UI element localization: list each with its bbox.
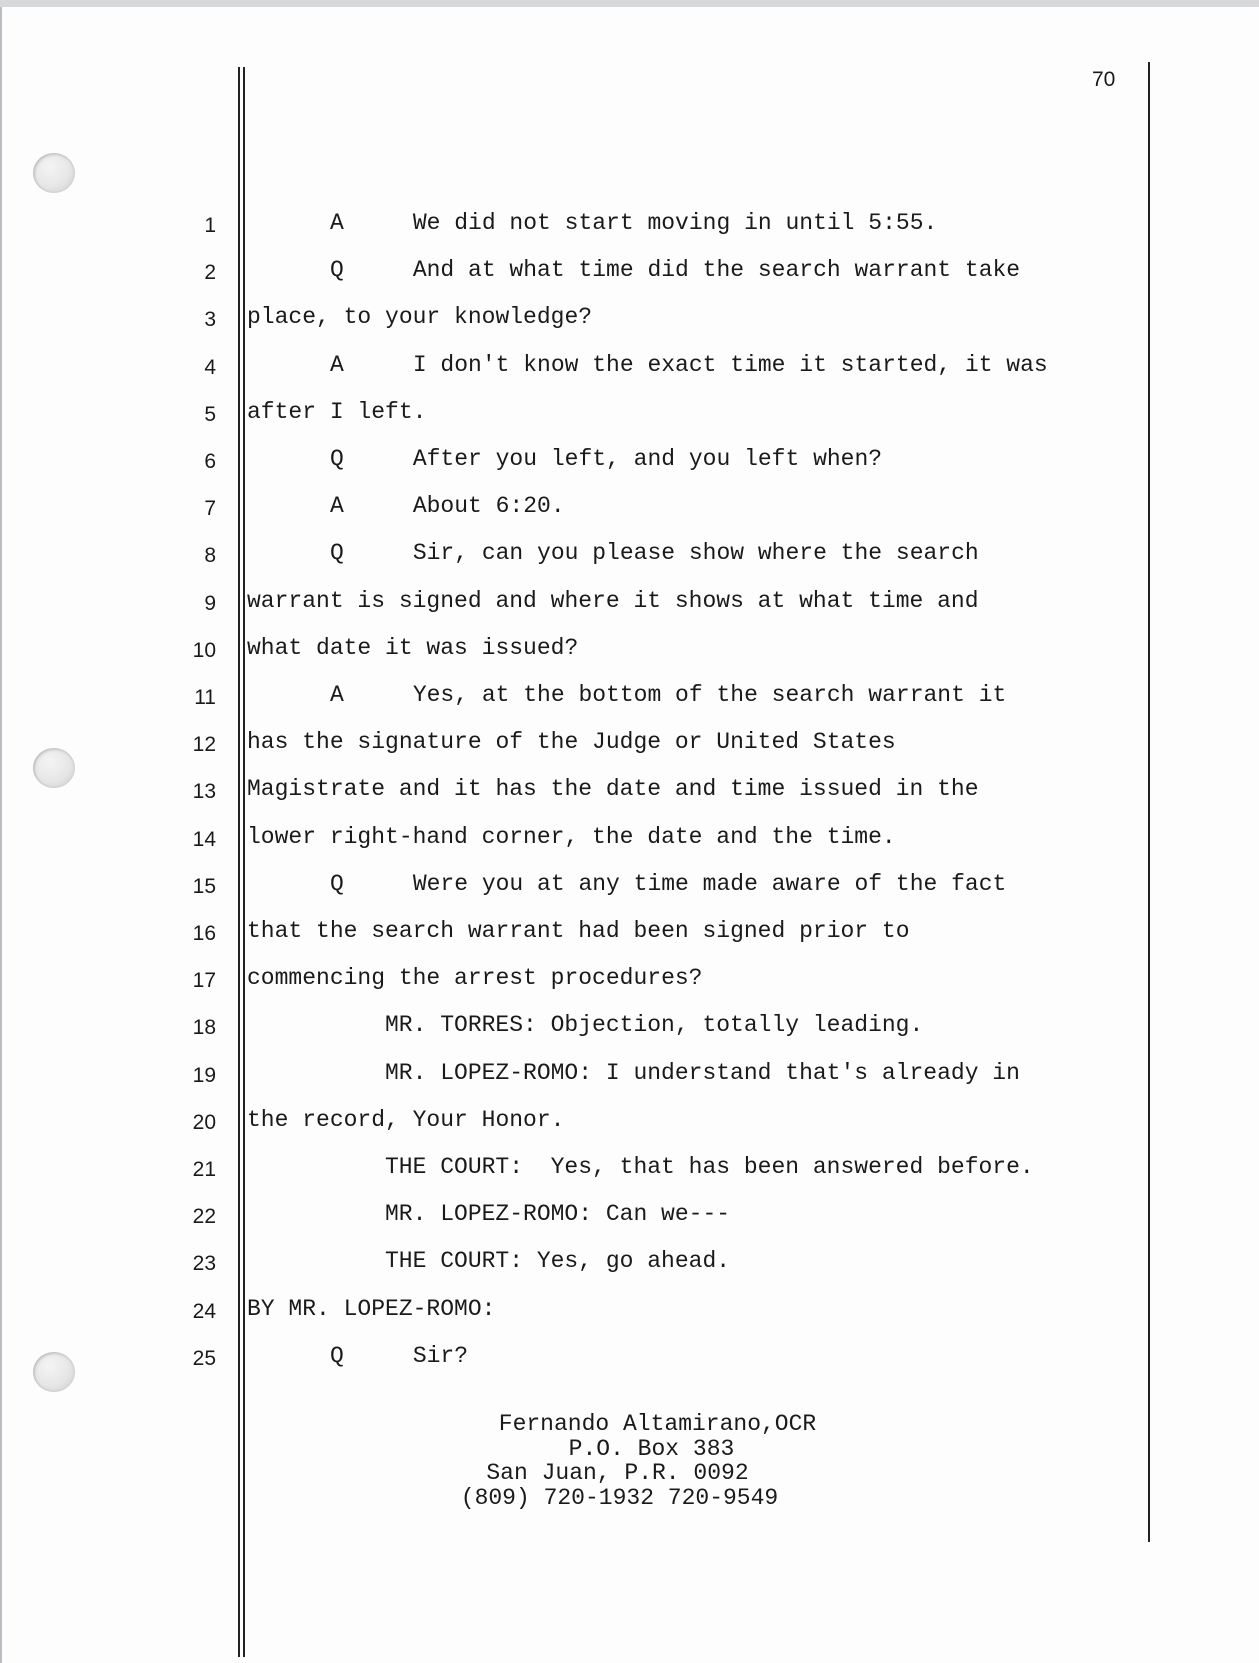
right-margin-rule xyxy=(1148,62,1150,1542)
line-number: 3 xyxy=(204,308,216,331)
transcript-line: A We did not start moving in until 5:55. xyxy=(330,210,938,236)
line-number: 15 xyxy=(192,875,216,898)
line-number: 9 xyxy=(204,592,216,615)
line-number: 5 xyxy=(204,403,216,426)
binder-hole-top xyxy=(33,153,75,193)
transcript-line: after I left. xyxy=(247,399,427,425)
transcript-line: A Yes, at the bottom of the search warrant it xyxy=(330,682,1007,708)
line-number: 7 xyxy=(204,497,216,520)
transcript-line: has the signature of the Judge or United States xyxy=(247,729,896,755)
line-number: 14 xyxy=(192,828,216,851)
line-number: 19 xyxy=(192,1064,216,1087)
line-number: 18 xyxy=(192,1016,216,1039)
line-number: 17 xyxy=(192,969,216,992)
line-number: 12 xyxy=(192,733,216,756)
transcript-line: the record, Your Honor. xyxy=(247,1107,565,1133)
transcript-line: warrant is signed and where it shows at what time and xyxy=(247,588,979,614)
reporter-city: San Juan, P.R. 0092 xyxy=(486,1460,749,1486)
line-number: 11 xyxy=(194,686,216,709)
transcript-line: Q Sir, can you please show where the search xyxy=(330,540,979,566)
line-number: 20 xyxy=(192,1111,216,1134)
transcript-line: that the search warrant had been signed prior to xyxy=(247,918,910,944)
transcript-line: Magistrate and it has the date and time issued in the xyxy=(247,776,979,802)
line-number: 23 xyxy=(192,1252,216,1275)
reporter-phone: (809) 720-1932 720-9549 xyxy=(460,1485,779,1511)
transcript-line: A About 6:20. xyxy=(330,493,565,519)
transcript-line: MR. TORRES: Objection, totally leading. xyxy=(385,1012,924,1038)
binder-hole-middle xyxy=(33,748,75,788)
transcript-line: THE COURT: Yes, go ahead. xyxy=(385,1248,731,1274)
binder-hole-bottom xyxy=(33,1352,75,1392)
transcript-line: Q After you left, and you left when? xyxy=(330,446,883,472)
transcript-line: commencing the arrest procedures? xyxy=(247,965,703,991)
transcript-page xyxy=(0,7,1259,1663)
line-number: 6 xyxy=(204,450,216,473)
line-number: 24 xyxy=(192,1300,216,1323)
transcript-line: Q And at what time did the search warrant take xyxy=(330,257,1021,283)
line-number: 1 xyxy=(204,214,216,237)
transcript-line: lower right-hand corner, the date and the time. xyxy=(247,824,896,850)
transcript-line: MR. LOPEZ-ROMO: Can we--- xyxy=(385,1201,731,1227)
line-number: 21 xyxy=(192,1158,216,1181)
line-number: 13 xyxy=(192,780,216,803)
transcript-line: A I don't know the exact time it started, it was xyxy=(330,352,1048,378)
transcript-line: what date it was issued? xyxy=(247,635,579,661)
transcript-line: Q Sir? xyxy=(330,1343,469,1369)
transcript-line: Q Were you at any time made aware of the fact xyxy=(330,871,1007,897)
line-number: 4 xyxy=(204,356,216,379)
reporter-name: Fernando Altamirano,OCR xyxy=(498,1411,817,1437)
transcript-line: MR. LOPEZ-ROMO: I understand that's already in xyxy=(385,1060,1020,1086)
line-number: 2 xyxy=(204,261,216,284)
reporter-po-box: P.O. Box 383 xyxy=(568,1436,735,1462)
line-number: 16 xyxy=(192,922,216,945)
line-number: 22 xyxy=(192,1205,216,1228)
line-number: 25 xyxy=(192,1347,216,1370)
transcript-line: place, to your knowledge? xyxy=(247,304,593,330)
transcript-line: BY MR. LOPEZ-ROMO: xyxy=(247,1296,496,1322)
line-number: 8 xyxy=(204,544,216,567)
page-number: 70 xyxy=(1092,68,1116,91)
line-number: 10 xyxy=(192,639,216,662)
transcript-line: THE COURT: Yes, that has been answered before. xyxy=(385,1154,1034,1180)
